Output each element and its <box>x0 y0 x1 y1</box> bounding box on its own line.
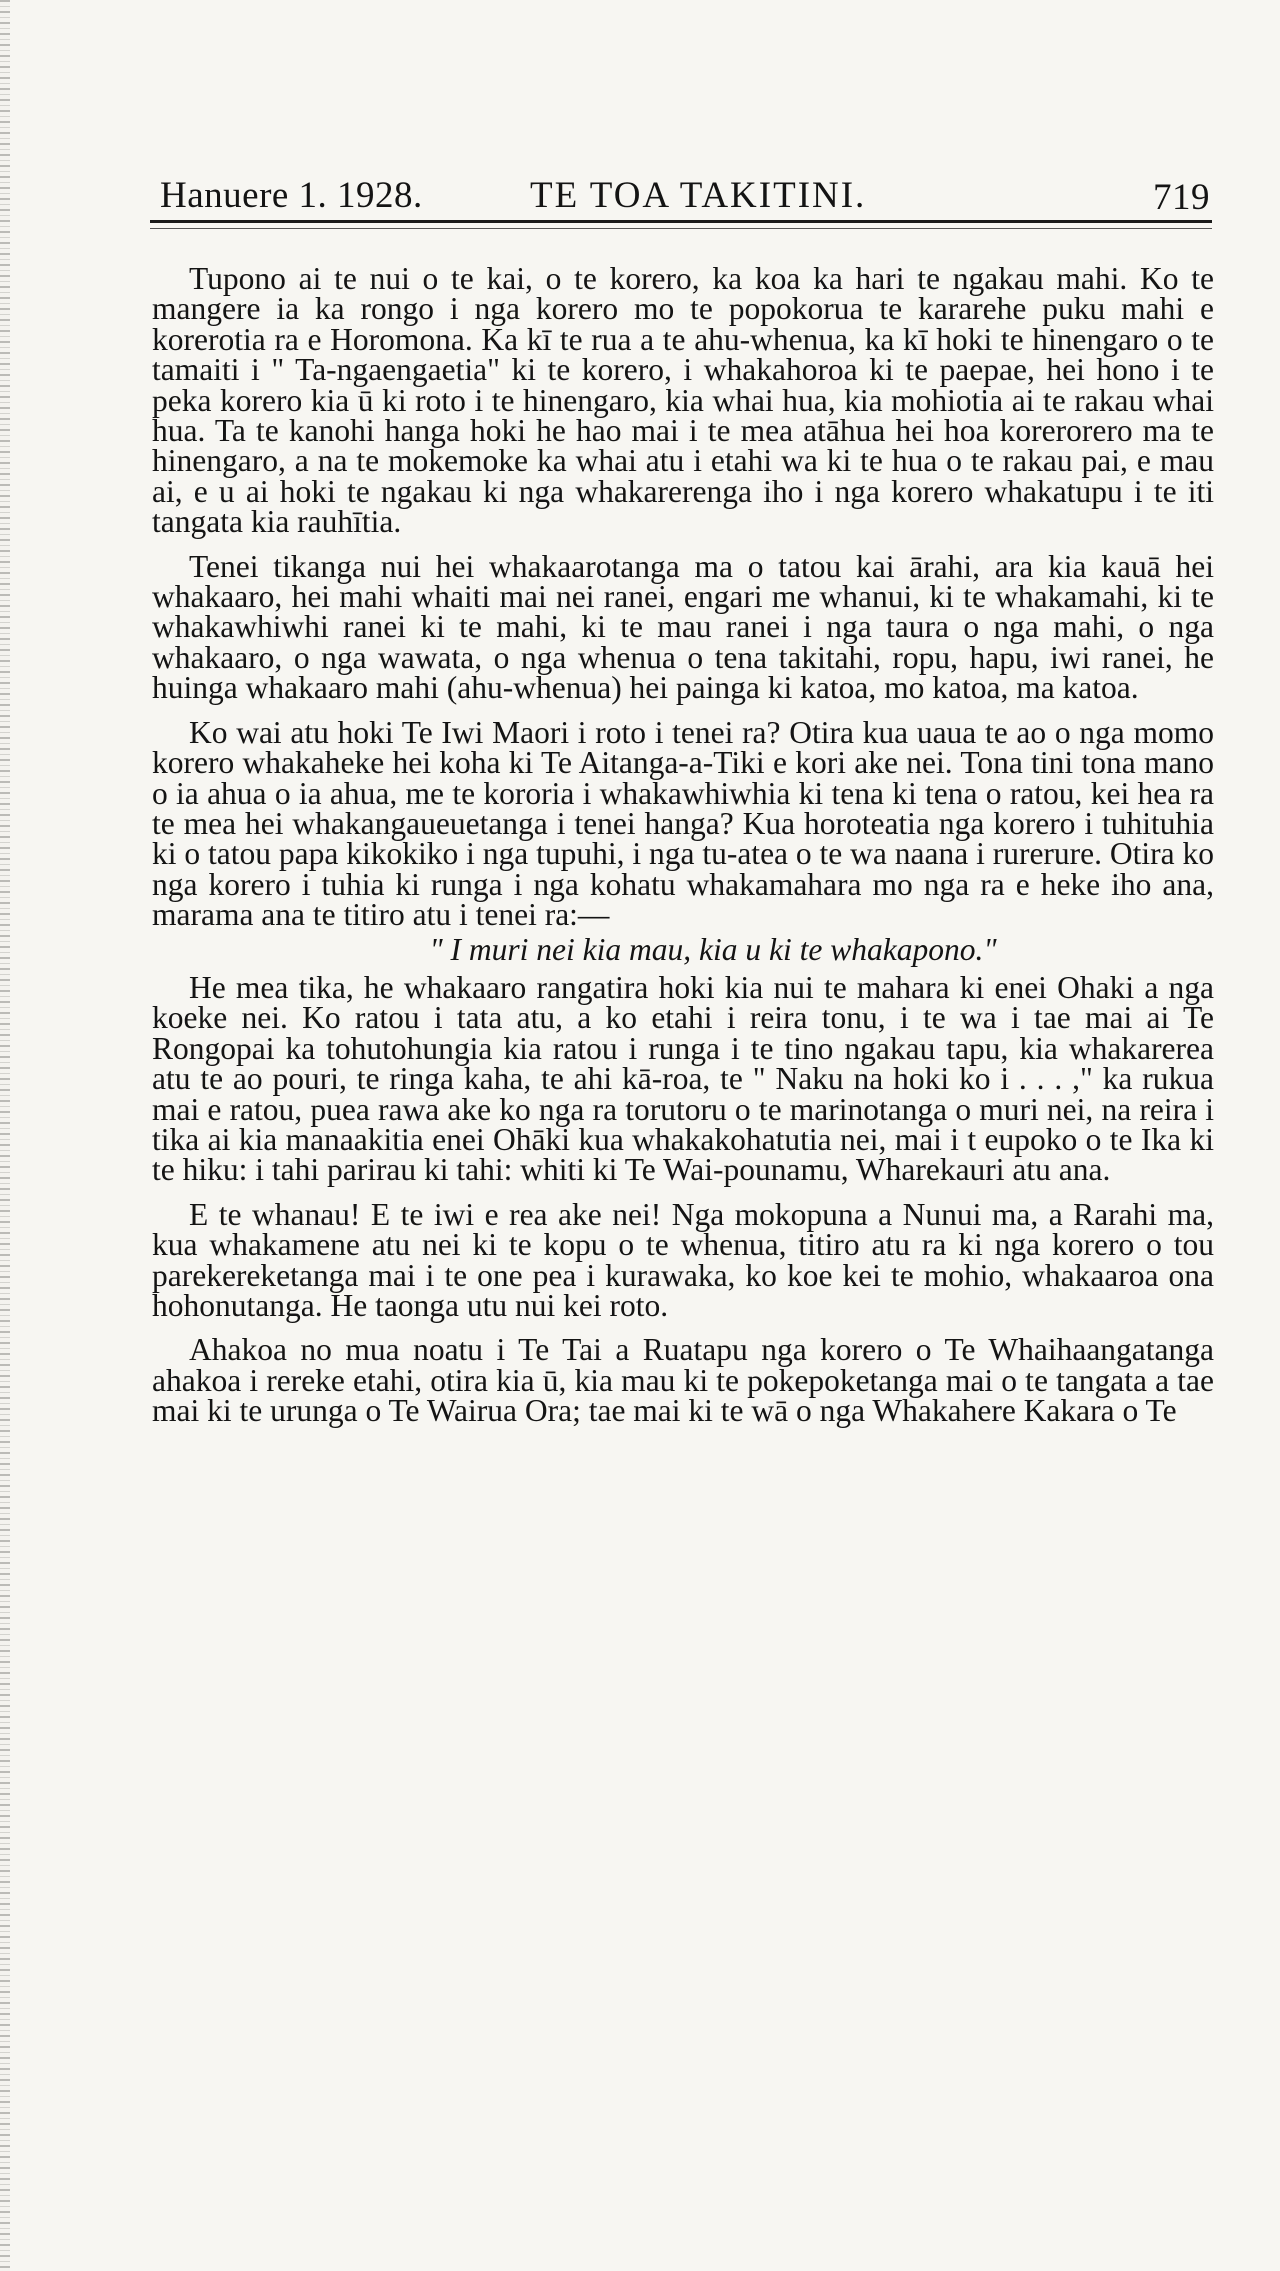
header-title: TE TOA TAKITINI. <box>530 175 867 216</box>
motto-quote: " I muri nei kia mau, kia u ki te whakapono." <box>429 931 997 967</box>
page-number: 719 <box>1153 177 1210 218</box>
paragraph-1: Tupono ai te nui o te kai, o te korero, ka koa ka hari te ngakau mahi. Ko te mangere ia ka rongo i nga korero mo te popokorua te kararehe puku mahi e korerotia ra e Horomona. Ka kī te rua a te ahu-whenua, ka kī hoki te hinengaro o te tamaiti i " Ta-ngaengaetia" ki te korero, i whakahoroa ki te paepae, hei hono i te peka korero kia ū ki roto i te hinengaro, kia whai hua, kia mohiotia ai te rakau whai hua. Ta te kanohi hanga hoki he hao mai i te mea atāhua hei hoa korerorero ma te hinengaro, a na te mokemoke ka whai atu i etahi wa ki te hua o te rakau pai, e mau ai, e u ai hoki te ngakau ki nga whakarerenga iho i nga korero whakatupu i te iti tangata kia rauhītia. <box>152 261 1214 540</box>
paragraph-3: Ko wai atu hoki Te Iwi Maori i roto i tenei ra? Otira kua uaua te ao o nga momo korero whakaheke hei koha ki Te Aitanga-a-Tiki e kori ake nei. Tona tini tona mano o ia ahua o ia ahua, me te kororia i whakawhiwhia ki tena ki tena o ratou, kei hea ra te mea hei whakangaueuetanga i tenei hanga? Kua horoteatia nga korero i tuhituhia ki o tatou papa kikokiko i nga tupuhi, i nga tu-atea o te wa naana i rurerure. Otira ko nga korero i tuhia ki runga i nga kohatu whakamahara mo nga ra e heke iho ana, marama ana te titiro atu i tenei ra:— <box>152 714 1214 933</box>
paragraph-4: He mea tika, he whakaaro rangatira hoki kia nui te mahara ki enei Ohaki a nga koeke nei. Ko ratou i tata atu, a ko etahi i reira tonu, i te wa i tae mai ai Te Rongopai ka tohutohungia kia ratou i runga i te tino ngakau tapu, kia whakarerea atu te ao pouri, te ringa kaha, te ahi kā-roa, te " Naku na hoki ko i . . . ," ka rukua mai e ratou, puea rawa ake ko nga ra torutoru o te marinotanga o muri nei, na reira i tika ai kia manaakitia enei Ohāki kua whakakohatutia nei, mai i t eupoko o te Ika ki te hiku: i tahi parirau ki tahi: whiti ki Te Wai-pounamu, Wharekauri atu ana. <box>152 969 1214 1188</box>
binding-edge <box>0 0 10 2271</box>
paragraph-5: E te whanau! E te iwi e rea ake nei! Nga mokopuna a Nunui ma, a Rarahi ma, kua whakamene atu nei ki te kopu o te whenua, titiro atu ra ki nga korero o tou parekereketanga mai i te one pea i kurawaka, ko koe kei te mohio, whakaaroa ona hohonutanga. He taonga utu nui kei roto. <box>152 1196 1214 1323</box>
paragraph-6: Ahakoa no mua noatu i Te Tai a Ruatapu nga korero o Te Whaihaangatanga ahakoa i rereke etahi, otira kia ū, kia mau ki te pokepoketanga mai o te tangata a tae mai ki te urunga o Te Wairua Ora; tae mai ki te wā o nga Whakahere Kakara o Te <box>152 1332 1214 1429</box>
header-date: Hanuere 1. 1928. <box>160 175 423 216</box>
header-rule <box>150 220 1212 223</box>
header-rule-thin <box>150 228 1212 229</box>
article-body <box>152 261 1214 1429</box>
running-header <box>160 168 1210 220</box>
paragraph-2: Tenei tikanga nui hei whakaarotanga ma o tatou kai ārahi, ara kia kauā hei whakaaro, hei mahi whaiti mai nei ranei, engari me whanui, ki te whakamahi, ki te whakawhiwhi ranei ki te mahi, ki te mau ranei i nga taura o nga mahi, o nga whakaaro, o nga wawata, o nga whenua o tena takitahi, ropu, hapu, iwi ranei, he huinga whakaaro mahi (ahu-whenua) hei painga ki katoa, mo katoa, ma katoa. <box>152 548 1214 706</box>
